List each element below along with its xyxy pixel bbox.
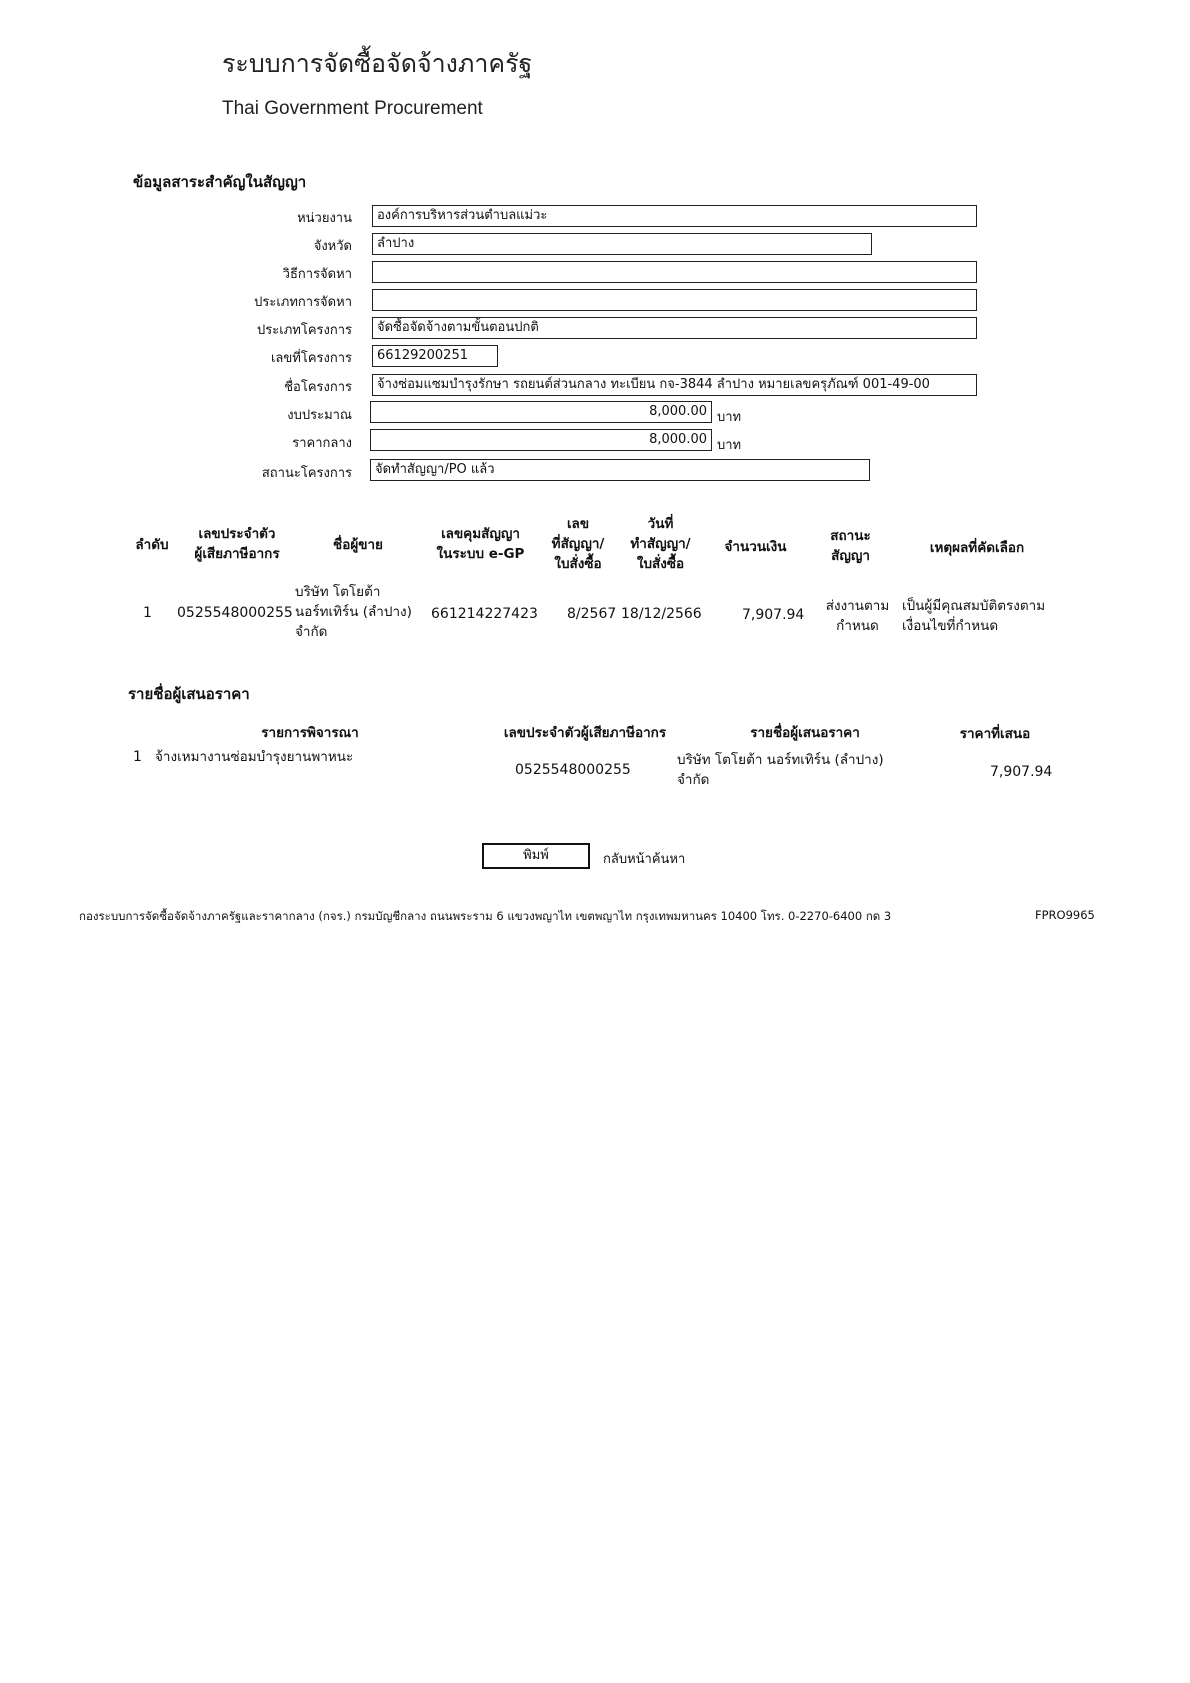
bidder-seq: 1: [133, 749, 142, 765]
bidder-tax-id: 0525548000255: [515, 762, 631, 778]
procure-type-field: [372, 289, 977, 311]
budget-unit: บาท: [717, 410, 742, 425]
contract-info-heading: ข้อมูลสาระสำคัญในสัญญา: [133, 173, 307, 191]
bidder-name: บริษัท โตโยต้า นอร์ทเทิร์น (ลำปาง) จำกัด: [677, 752, 884, 788]
col-seq: ลำดับ: [135, 537, 169, 553]
col-contract-date: วันที่ ทำสัญญา/ ใบสั่งซื้อ: [630, 516, 691, 572]
col-price: ราคาที่เสนอ: [959, 726, 1031, 742]
median-price-label: ราคากลาง: [292, 436, 352, 451]
bidder-item: จ้างเหมางานซ่อมบำรุงยานพาหนะ: [155, 749, 354, 765]
budget-field: 8,000.00: [370, 401, 712, 423]
province-field: ลำปาง: [372, 233, 872, 255]
budget-label: งบประมาณ: [287, 408, 352, 423]
col-bidder-name: รายชื่อผู้เสนอราคา: [750, 725, 860, 741]
status-label: สถานะโครงการ: [261, 466, 352, 481]
cell-contract-no: 8/2567: [567, 606, 617, 622]
cell-contract-date: 18/12/2566: [621, 606, 702, 622]
agency-label: หน่วยงาน: [297, 211, 352, 226]
col-bidder-tax-id: เลขประจำตัวผู้เสียภาษีอากร: [503, 725, 667, 741]
procure-type-label: ประเภทการจัดหา: [254, 295, 352, 310]
print-button[interactable]: พิมพ์: [482, 843, 590, 869]
cell-egp-no: 661214227423: [431, 606, 538, 622]
footer-code: FPRO9965: [1035, 908, 1095, 922]
col-vendor: ชื่อผู้ขาย: [333, 537, 383, 553]
col-status: สถานะ สัญญา: [830, 528, 871, 564]
bidders-heading: รายชื่อผู้เสนอราคา: [128, 685, 250, 703]
cell-reason: เป็นผู้มีคุณสมบัติตรงตาม เงื่อนไขที่กำหนด: [902, 598, 1046, 634]
median-price-unit: บาท: [717, 438, 742, 453]
cell-seq: 1: [143, 605, 152, 621]
col-tax-id: เลขประจำตัว ผู้เสียภาษีอากร: [194, 526, 280, 562]
cell-tax-id: 0525548000255: [177, 605, 293, 621]
col-reason: เหตุผลที่คัดเลือก: [929, 540, 1025, 556]
bidder-price: 7,907.94: [990, 764, 1053, 780]
col-amount: จำนวนเงิน: [724, 539, 787, 555]
project-no-label: เลขที่โครงการ: [270, 351, 352, 366]
page-title-english: Thai Government Procurement: [222, 98, 483, 119]
footer-address: กองระบบการจัดซื้อจัดจ้างภาครัฐและราคากลาง (กจร.) กรมบัญชีกลาง ถนนพระราม 6 แขวงพญาไท เขตพญาไท กรุงเทพมหานคร 10400 โทร. 0-2270-6400 กด 3: [79, 909, 892, 923]
agency-field: องค์การบริหารส่วนตำบลแม่วะ: [372, 205, 977, 227]
page-title-thai: ระบบการจัดซื้อจัดจ้างภาครัฐ: [222, 49, 533, 78]
project-type-field: จัดซื้อจัดจ้างตามขั้นตอนปกติ: [372, 317, 977, 339]
cell-amount: 7,907.94: [742, 607, 805, 623]
method-field: [372, 261, 977, 283]
col-contract-no: เลข ที่สัญญา/ ใบสั่งซื้อ: [551, 516, 605, 572]
cell-vendor: บริษัท โตโยต้า นอร์ทเทิร์น (ลำปาง) จำกัด: [295, 584, 412, 640]
back-to-search-link[interactable]: กลับหน้าค้นหา: [603, 852, 686, 867]
median-price-field: 8,000.00: [370, 429, 712, 451]
project-name-label: ชื่อโครงการ: [284, 380, 352, 395]
status-field: จัดทำสัญญา/PO แล้ว: [370, 459, 870, 481]
col-egp-no: เลขคุมสัญญา ในระบบ e-GP: [436, 526, 525, 562]
project-type-label: ประเภทโครงการ: [257, 323, 352, 338]
method-label: วิธีการจัดหา: [282, 267, 352, 282]
project-name-field: จ้างซ่อมแซมบำรุงรักษา รถยนต์ส่วนกลาง ทะเบียน กจ-3844 ลำปาง หมายเลขครุภัณฑ์ 001-49-00: [372, 374, 977, 396]
cell-status: ส่งงานตาม กำหนด: [825, 598, 890, 634]
province-label: จังหวัด: [313, 239, 352, 254]
project-no-field: 66129200251: [372, 345, 498, 367]
col-item: รายการพิจารณา: [261, 725, 359, 741]
